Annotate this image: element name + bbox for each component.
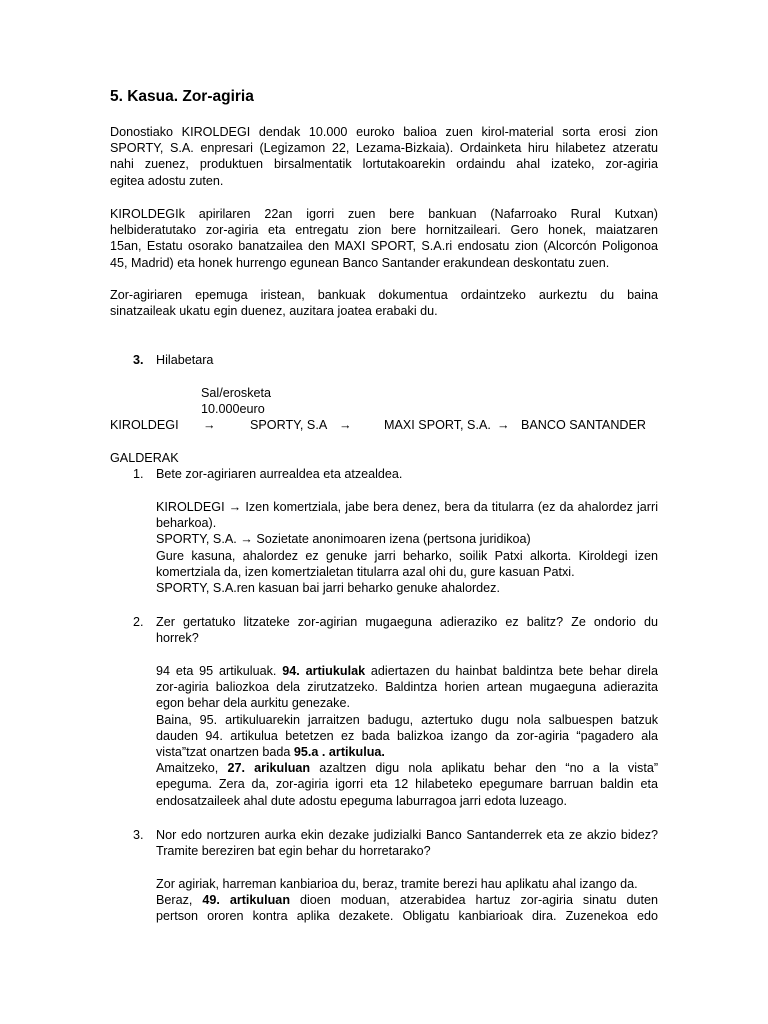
text-line: SPORTY, S.A. enpresari (Legizamon 22, Lezama-Bizkaia). Ordainketa hiru hilabetez atzeratu	[110, 141, 658, 156]
text-line: dauden 94. artikulua betetzen ez bada balizkoa izango da zor-agiria “pagadero ala	[156, 728, 658, 743]
text-line: zor-agiria baliozkoa dela zirutzatzeko. Baldintza horien artean mugaeguna adierazita	[156, 680, 658, 695]
flow-arrow-icon: →	[203, 418, 216, 432]
question-text: Bete zor-agiriaren aurrealdea eta atzealdea.	[156, 467, 403, 481]
text-span: azaltzen digu nola aplikatu behar den “no a la vista”	[310, 761, 659, 776]
text-line: 15an, Estatu osorako banatzailea den MAXI SPORT, S.A.ri endosatu zion (Alcorcón Poligonoa	[110, 239, 658, 254]
article-reference: 49. artikuluan	[202, 893, 291, 908]
text-span: vista”tzat onartzen bada	[156, 745, 294, 760]
answer-block	[156, 876, 658, 925]
article-reference: 94. artiukulak	[282, 664, 366, 678]
text-span: adiertazen du hainbat baldintza bete behar direla	[365, 664, 658, 678]
flow-amount: 10.000euro	[201, 402, 265, 416]
text-line: epeguma. Zera da, zor-agiria igorri eta 12 hilabeteko epegumare barruan baldin eta	[156, 777, 658, 792]
text-line: Gure kasuna, ahalordez ez genuke jarri beharko, soilik Patxi alkorta. Kiroldegi izen	[156, 548, 658, 563]
flow-party-maxi-sport: MAXI SPORT, S.A.	[384, 418, 491, 432]
flow-sale-label: Sal/erosketa	[201, 386, 272, 400]
questions-heading: GALDERAK	[110, 451, 179, 465]
question-number: 2.	[133, 615, 144, 629]
text-line: pertson ororen kontra aplika dezakete. Obligatu kanbiarioak dira. Zuzenekoa edo	[156, 909, 658, 924]
text-line: egon behar dela aurkitu genezake.	[156, 696, 350, 711]
question-number: 3.	[133, 828, 144, 842]
text-line: Tramite bereziren bat egin behar du horretarako?	[156, 844, 431, 859]
outcome-paragraph	[110, 287, 658, 319]
case-paragraph	[110, 206, 658, 271]
case-title: 5. Kasua. Zor-agiria	[110, 88, 254, 105]
term-number: 3.	[133, 353, 144, 367]
text-line	[156, 760, 658, 776]
question-text	[156, 827, 658, 859]
text-line: Baina, 95. artikuluarekin jarraitzen badugu, aztertuko dugu nola salbuespen batzuk	[156, 712, 658, 727]
flow-party-sporty: SPORTY, S.A	[250, 418, 328, 432]
text-line	[156, 744, 658, 760]
text-line: horrek?	[156, 631, 199, 646]
text-line: Zor agiriak, harreman kanbiarioa du, beraz, tramite berezi hau aplikatu ahal izango da.	[156, 877, 638, 891]
text-line: endosatzaileek ahal dute adostu epeguma laburragoa jarri edota luzeago.	[156, 793, 567, 808]
text-line	[156, 892, 658, 908]
flow-party-kiroldegi: KIROLDEGI	[110, 418, 179, 432]
text-line: Zer gertatuko litzateke zor-agirian mugaeguna adieraziko ez balitz? Ze ondorio du	[156, 615, 658, 629]
flow-party-banco-santander: BANCO SANTANDER	[521, 418, 647, 432]
text-line: Donostiako KIROLDEGI dendak 10.000 euroko balioa zuen kirol-material sorta erosi zion	[110, 125, 658, 139]
text-line: helbideratutako zor-agiria eta entregatu zion bere hornitzaileari. Gero honek, maiatzaren	[110, 223, 658, 238]
text-line: sinatzaileak ukatu egin duenez, auzitara joatea erabaki du.	[110, 304, 438, 319]
text-line: komertziala da, izen komertzialetan titularra azal ohi du, gure kasuan Patxi.	[156, 564, 575, 579]
question-text	[156, 614, 658, 646]
text-span: 94 eta 95 artikuluak.	[156, 664, 283, 678]
text-line: SPORTY, S.A. → Sozietate anonimoaren izena (pertsona juridikoa)	[156, 532, 531, 547]
text-line	[156, 663, 658, 679]
text-line: beharkoa).	[156, 516, 217, 531]
flow-arrow-icon: →	[497, 418, 510, 432]
answer-block	[156, 499, 658, 596]
answer-block	[156, 663, 658, 809]
text-line: egitea adostu zuten.	[110, 173, 224, 188]
text-line: 45, Madrid) eta honek hurrengo egunean Banco Santander erakundean deskontatu zuen.	[110, 255, 610, 270]
text-line: SPORTY, S.A.ren kasuan bai jarri beharko genuke ahalordez.	[156, 581, 500, 596]
text-line: KIROLDEGIk apirilaren 22an igorri zuen bere bankuan (Nafarroako Rural Kutxan)	[110, 207, 658, 221]
intro-paragraph	[110, 124, 658, 189]
text-line: nahi zuenez, produktuen birsalmentatik lortutakoarekin ordaindu ahal izateko, zor-agiria	[110, 157, 658, 172]
article-reference: 27. arikuluan	[227, 761, 311, 776]
article-reference: 95.a . artikulua.	[293, 745, 385, 760]
text-line: KIROLDEGI → Izen komertziala, jabe bera denez, bera da titularra (ez da ahalordez jarri	[156, 500, 658, 514]
question-number: 1.	[133, 467, 144, 481]
text-span: dioen moduan, atzerabidea hartuz zor-agiria sinatu duten	[290, 893, 658, 908]
text-line: Zor-agiriaren epemuga iristean, bankuak dokumentua ordaintzeko aurkeztu du baina	[110, 288, 658, 302]
flow-arrow-icon: →	[339, 418, 352, 432]
text-span: Amaitzeko,	[156, 761, 228, 776]
text-span: Beraz,	[156, 893, 203, 908]
term-label: Hilabetara	[156, 353, 214, 367]
text-line: Nor edo nortzuren aurka ekin dezake judizialki Banco Santanderrek eta ze akzio bidez?	[156, 828, 658, 842]
